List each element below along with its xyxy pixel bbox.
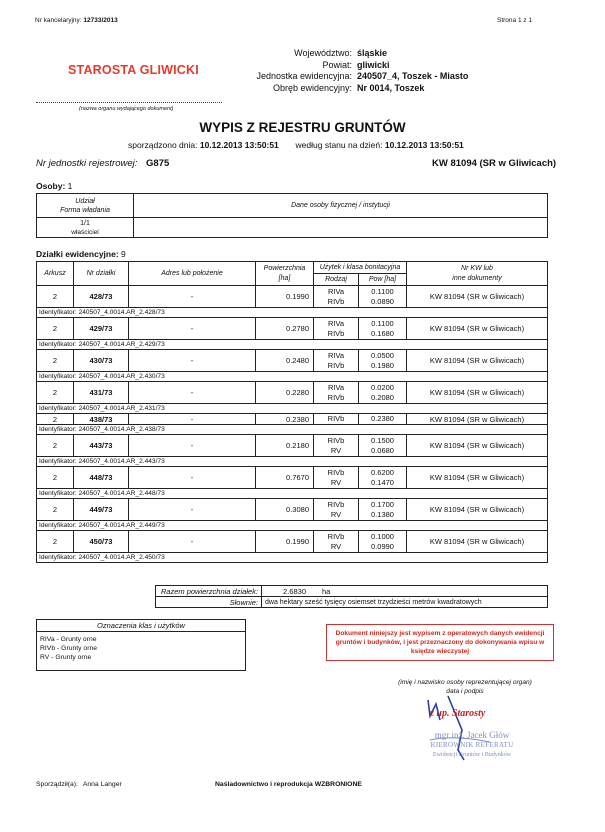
cell-rodzaj [314,435,359,457]
owner-form: właściciel [71,228,99,236]
sum-table [155,585,548,608]
cell-powha [359,435,407,457]
cell-powha [359,414,407,425]
identifier-row [37,340,548,350]
class-type: RIVb [327,392,345,402]
cell-nr: 429/73 [74,318,129,340]
class-type: RIVb [327,360,345,370]
cell-rodzaj [314,499,359,521]
identifier-row [37,425,548,435]
owner-data [134,218,548,238]
cell-arkusz: 2 [37,435,74,457]
class-type: RV [330,445,342,455]
class-area: 0.1980 [371,360,394,370]
cell-nr: 438/73 [74,414,129,425]
dates-row [128,140,464,150]
cell-adres: - [129,286,256,308]
class-area: 0.0990 [371,541,394,551]
copyright-notice: Naśladownictwo i reprodukcja WZBRONIONE [215,781,362,788]
cell-rodzaj [314,318,359,340]
col-adres: Adres lub położenie [129,262,256,286]
stamp-name: mgr inż. Jacek Głów [434,730,510,740]
cell-kw: KW 81094 (SR w Gliwicach) [407,414,548,425]
class-type: RIVa [327,286,345,296]
class-type: RIVb [327,435,345,445]
col-kw-label2: inne dokumenty [452,274,502,282]
cell-nr: 431/73 [74,382,129,404]
class-type: RIVb [327,467,345,477]
cell-kw: KW 81094 (SR w Gliwicach) [407,286,548,308]
cell-nr: 430/73 [74,350,129,372]
cell-pow: 0.3080 [256,499,314,521]
table-row [37,435,548,457]
owners-col-data: Dane osoby fizycznej / instytucji [134,194,548,218]
cell-pow: 0.2480 [256,350,314,372]
parcel-identifier: Identyfikator: 240507_4.0014.AR_2.449/73 [37,521,548,531]
identifier-row [37,308,548,318]
location-label: Powiat: [322,59,352,70]
owners-heading-label: Osoby: [36,181,66,191]
col-pow-label: Powierzchnia [263,264,306,272]
class-area: 0.0680 [371,445,394,455]
cell-arkusz: 2 [37,531,74,553]
sum-label: Razem powierzchnia działek: [156,586,262,597]
cell-adres: - [129,499,256,521]
owners-count: 1 [67,181,73,191]
cell-pow: 0.2180 [256,435,314,457]
class-area: 0.1380 [371,509,394,519]
class-area: 0.2080 [371,392,394,402]
identifier-row [37,489,548,499]
parcel-identifier: Identyfikator: 240507_4.0014.AR_2.448/73 [37,489,548,499]
location-label: Obręb ewidencyjny: [272,82,352,93]
class-type: RIVa [327,350,345,360]
cell-arkusz: 2 [37,350,74,372]
cell-powha [359,499,407,521]
parcels-heading [36,249,126,259]
class-type: RIVb [327,296,345,306]
owners-table [36,193,548,238]
location-value: gliwicki [357,59,390,70]
cell-kw: KW 81094 (SR w Gliwicach) [407,435,548,457]
cell-nr: 450/73 [74,531,129,553]
words-value: dwa hektary sześć tysięcy osiemset trzydzieści metrów kwadratowych [262,597,548,608]
cell-kw: KW 81094 (SR w Gliwicach) [407,350,548,372]
col-uzytek: Użytek i klasa bonitacyjna [314,262,407,274]
register-value: G875 [146,158,170,169]
cell-pow: 0.1990 [256,286,314,308]
stamp-dept: Ewidencji Gruntów i Budynków [432,752,512,758]
cell-powha [359,350,407,372]
cell-powha [359,467,407,489]
class-type: RIVb [327,499,345,509]
cell-rodzaj [314,286,359,308]
owners-col-share: Udział Forma władania [37,194,134,218]
parcel-identifier: Identyfikator: 240507_4.0014.AR_2.430/73 [37,372,548,382]
cell-arkusz: 2 [37,318,74,340]
parcel-identifier: Identyfikator: 240507_4.0014.AR_2.450/73 [37,553,548,563]
class-type: RV [330,541,342,551]
cell-adres: - [129,435,256,457]
cell-arkusz: 2 [37,382,74,404]
signature-caption-date: data i podpis [446,688,484,695]
cell-rodzaj [314,531,359,553]
parcel-identifier: Identyfikator: 240507_4.0014.AR_2.428/73 [37,308,548,318]
class-type: RV [330,477,342,487]
col-pow [256,262,314,286]
stamp-on-behalf: z up. Starosty [430,708,486,719]
class-area: 0.0890 [371,296,394,306]
words-label: Słownie: [156,597,262,608]
class-area: 0.6200 [371,467,394,477]
cell-adres: - [129,382,256,404]
kancelaryjny-label: Nr kancelaryjny: [35,17,82,24]
class-type: RIVb [327,414,345,423]
class-type: RIVb [327,328,345,338]
table-row [37,286,548,308]
cell-arkusz: 2 [37,286,74,308]
cell-rodzaj [314,350,359,372]
table-row [37,382,548,404]
class-type: RIVa [327,318,345,328]
kancelaryjny [35,17,118,24]
prepared-value: Anna Langer [82,781,122,788]
cell-powha [359,318,407,340]
cell-nr: 449/73 [74,499,129,521]
parcel-rows [37,286,548,563]
class-area: 0.0500 [371,350,394,360]
parcels-heading-label: Działki ewidencyjne: [36,249,119,259]
prepared-label: Sporządził(a): [36,781,78,788]
legend-item: RIVb - Grunty orne [40,645,98,652]
document-title: WYPIS Z REJESTRU GRUNTÓW [199,120,406,135]
owners-heading [36,181,72,191]
register-label: Nr jednostki rejestrowej: [36,158,138,169]
cell-kw: KW 81094 (SR w Gliwicach) [407,531,548,553]
cell-adres: - [129,318,256,340]
col-kw-label: Nr KW lub [461,264,493,272]
cell-pow: 0.1990 [256,531,314,553]
class-area: 0.2380 [371,414,394,423]
class-area: 0.1100 [371,318,394,328]
organ-caption: (nazwa organu wydającego dokument) [79,106,174,112]
parcel-identifier: Identyfikator: 240507_4.0014.AR_2.431/73 [37,404,548,414]
state-value: 10.12.2013 13:50:51 [384,140,464,150]
cell-adres: - [129,467,256,489]
cell-rodzaj [314,467,359,489]
parcel-identifier: Identyfikator: 240507_4.0014.AR_2.438/73 [37,425,548,435]
class-area: 0.1700 [371,499,394,509]
class-area: 0.0200 [371,382,394,392]
created-label: sporządzono dnia: [128,140,198,150]
location-label: Jednostka ewidencyjna: [256,71,352,81]
cell-kw: KW 81094 (SR w Gliwicach) [407,318,548,340]
organ-divider [36,102,222,103]
cell-pow: 0.2380 [256,414,314,425]
cell-rodzaj [314,414,359,425]
sum-value: 2.6830 [262,586,313,597]
cell-kw: KW 81094 (SR w Gliwicach) [407,499,548,521]
stamp-role: KIEROWNIK REFERATU [430,741,514,749]
identifier-row [37,404,548,414]
class-area: 0.1100 [371,286,394,296]
class-area: 0.1680 [371,328,394,338]
col-nr: Nr działki [74,262,129,286]
cell-nr: 443/73 [74,435,129,457]
page-indicator: Strona 1 z 1 [497,17,533,24]
legend-box [36,619,246,671]
cell-arkusz: 2 [37,499,74,521]
parcels-count: 9 [121,249,126,259]
location-label: Województwo: [294,48,352,58]
owners-share-cell [37,218,134,238]
table-row [37,531,548,553]
location-values [357,48,468,94]
legend-item: RIVa - Grunty orne [40,636,97,643]
register-row [36,158,169,169]
sum-unit: ha [312,586,548,597]
legend-item: RV - Grunty orne [40,654,92,661]
cell-rodzaj [314,382,359,404]
signature-caption-name: (imię i nazwisko osoby reprezentującej organ) [398,679,532,686]
cell-powha [359,382,407,404]
identifier-row [37,457,548,467]
official-stamp [412,730,532,760]
legend-title: Oznaczenia klas i użytków [37,620,245,632]
location-value: 240507_4, Toszek - Miasto [357,71,469,81]
class-area: 0.1500 [371,435,394,445]
kancelaryjny-value: 12733/2013 [83,17,118,24]
location-labels [232,48,352,94]
cell-pow: 0.2780 [256,318,314,340]
class-type: RV [330,509,342,519]
location-value: śląskie [357,48,388,58]
legal-notice: Dokument niniejszy jest wypisem z operatowych danych ewidencji gruntów i budynków, i jest przeznaczony do dokonywania wpisu w księdze wieczystej [326,624,554,661]
class-type: RIVb [327,531,345,541]
cell-adres: - [129,414,256,425]
table-row [37,414,548,425]
cell-kw: KW 81094 (SR w Gliwicach) [407,467,548,489]
identifier-row [37,372,548,382]
prepared-by [36,781,122,788]
cell-pow: 0.7670 [256,467,314,489]
identifier-row [37,553,548,563]
cell-adres: - [129,350,256,372]
col-powha: Pow [ha] [359,274,407,286]
col-arkusz: Arkusz [37,262,74,286]
cell-powha [359,531,407,553]
table-row [37,499,548,521]
cell-pow: 0.2280 [256,382,314,404]
col-kw [407,262,548,286]
cell-kw: KW 81094 (SR w Gliwicach) [407,382,548,404]
table-row [37,350,548,372]
col-rodzaj: Rodzaj [314,274,359,286]
organ-name: STAROSTA GLIWICKI [68,63,199,77]
class-area: 0.1470 [371,477,394,487]
parcel-identifier: Identyfikator: 240507_4.0014.AR_2.429/73 [37,340,548,350]
class-area: 0.1000 [371,531,394,541]
parcel-identifier: Identyfikator: 240507_4.0014.AR_2.443/73 [37,457,548,467]
state-label: według stanu na dzień: [295,140,383,150]
identifier-row [37,521,548,531]
owner-share: 1/1 [80,219,90,227]
cell-adres: - [129,531,256,553]
table-row [37,467,548,489]
cell-arkusz: 2 [37,467,74,489]
register-kw: KW 81094 (SR w Gliwicach) [432,158,557,169]
cell-nr: 428/73 [74,286,129,308]
class-type: RIVa [327,382,345,392]
parcels-table [36,261,548,563]
cell-nr: 448/73 [74,467,129,489]
table-row [37,318,548,340]
col-pow-unit: [ha] [278,274,291,282]
location-value: Nr 0014, Toszek [357,82,425,93]
legend-items [37,632,245,662]
cell-powha [359,286,407,308]
cell-arkusz: 2 [37,414,74,425]
created-value: 10.12.2013 13:50:51 [199,140,279,150]
